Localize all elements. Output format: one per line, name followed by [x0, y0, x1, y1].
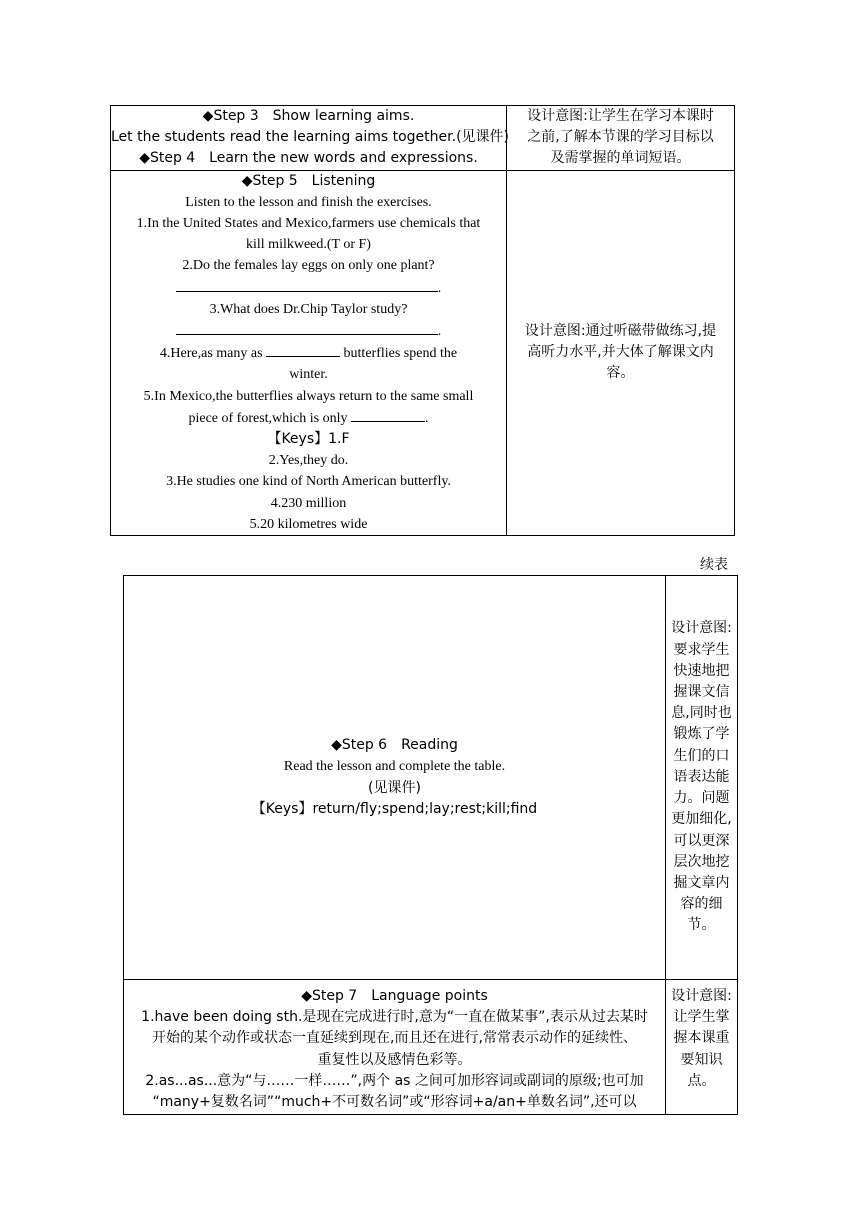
keys-line: 5.20 kilometres wide: [249, 516, 368, 532]
keys-line: 2.Yes,they do.: [268, 453, 349, 469]
language-point-line: 开始的某个动作或状态一直延续到现在,而且还在进行,常常表示动作的延续性、: [152, 1030, 637, 1047]
continued-label: 续表: [700, 557, 728, 573]
design-intent-text: 设计意图:要求学生快速地把握课文信息,同时也锻炼了学生们的口语表达能力。问题更加细化,可以更深层次地挖掘文章内容的细节。: [671, 620, 732, 934]
question-5: 5.In Mexico,the butterflies always return to the same small: [143, 388, 474, 404]
design-intent-line: 容。: [606, 365, 635, 382]
design-intent-line: 设计意图:让学生在学习本课时: [527, 108, 714, 124]
blank-line: [351, 407, 425, 422]
lesson-plan-table-2: [123, 575, 738, 1115]
question-4-cont: winter.: [289, 367, 328, 383]
design-intent-line: 之前,了解本节课的学习目标以: [527, 129, 714, 146]
step-5-title: ◆Step 5 Listening: [241, 172, 376, 189]
step-4-title: ◆Step 4 Learn the new words and expressions.: [139, 150, 478, 167]
design-intent-cell: [666, 980, 738, 1115]
keys-line: 【Keys】return/fly;spend;lay;rest;kill;find: [251, 800, 538, 817]
answer-blank-2: .: [111, 277, 506, 299]
step-7-title: ◆Step 7 Language points: [301, 988, 488, 1004]
step-6-cell: [124, 576, 666, 980]
step-3-instruction: Let the students read the learning aims together.(见课件): [111, 129, 509, 146]
keys-line: 4.230 million: [270, 495, 347, 511]
table-row: [111, 106, 735, 171]
question-5-cont: piece of forest,which is only .: [111, 407, 506, 429]
step-5-cell: [111, 170, 507, 535]
table-row: [111, 170, 735, 535]
language-point-line: 重复性以及感情色彩等。: [317, 1051, 472, 1068]
question-1: 1.In the United States and Mexico,farmers use chemicals that: [136, 216, 481, 232]
reading-note: (见课件): [368, 779, 421, 796]
step-3-title: ◆Step 3 Show learning aims.: [202, 108, 415, 124]
keys-line: 3.He studies one kind of North American butterfly.: [166, 474, 451, 490]
design-intent-line: 及需掌握的单词短语。: [550, 150, 691, 167]
lesson-plan-table-1: [110, 105, 735, 536]
question-2: 2.Do the females lay eggs on only one plant?: [182, 258, 435, 274]
step-3-4-cell: [111, 106, 507, 171]
question-1-cont: kill milkweed.(T or F): [246, 237, 371, 253]
design-intent-cell: [666, 576, 738, 980]
keys-line: 【Keys】1.F: [267, 431, 350, 448]
blank-line: [176, 320, 438, 335]
listening-instruction: Listen to the lesson and finish the exercises.: [185, 194, 432, 210]
table-row: [124, 576, 738, 980]
language-point-line: 2.as...as...意为“与……一样……”,两个 as 之间可加形容词或副词的原级;也可加: [145, 1072, 644, 1089]
design-intent-cell: [507, 170, 735, 535]
design-intent-text: 设计意图:让学生掌握本课重要知识点。: [671, 988, 732, 1089]
blank-line: [176, 277, 438, 292]
step-6-title: ◆Step 6 Reading: [331, 737, 458, 754]
design-intent-cell: [507, 106, 735, 171]
reading-instruction: Read the lesson and complete the table.: [283, 759, 506, 775]
design-intent-line: 高听力水平,并大体了解课文内: [527, 344, 714, 361]
answer-blank-3: .: [111, 320, 506, 342]
step-7-cell: [124, 980, 666, 1115]
design-intent-line: 设计意图:通过听磁带做练习,提: [524, 323, 717, 340]
language-point-line: “many+复数名词”“much+不可数名词”或“形容词+a/an+单数名词”,还可以: [152, 1094, 637, 1111]
table-row: [124, 980, 738, 1115]
language-point-line: 1.have been doing sth.是现在完成进行时,意为“一直在做某事”,表示从过去某时: [141, 1009, 648, 1026]
question-4: 4.Here,as many as butterflies spend the: [111, 342, 506, 364]
question-3: 3.What does Dr.Chip Taylor study?: [209, 301, 408, 317]
blank-line: [266, 342, 340, 357]
